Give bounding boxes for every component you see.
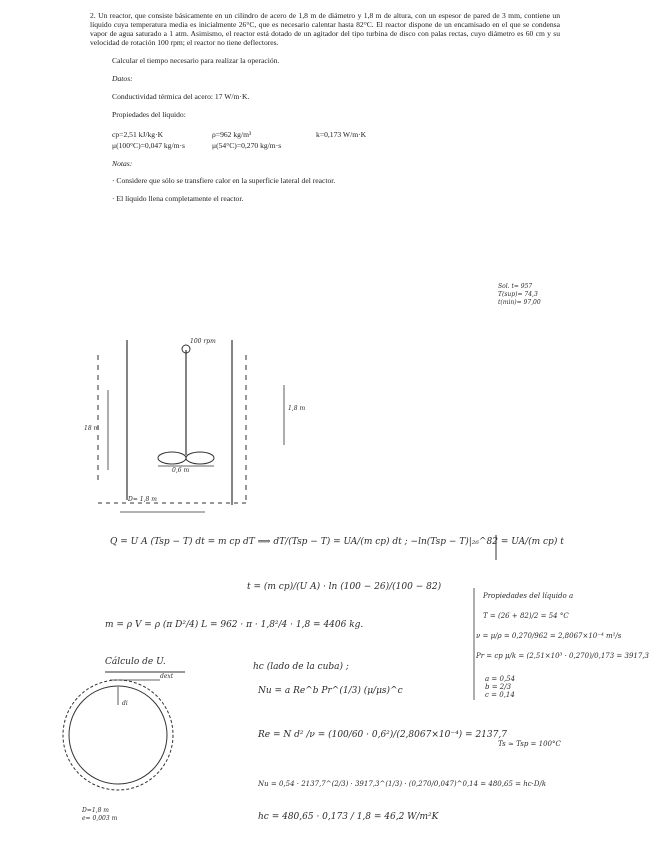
liquid-properties-label: Propiedades del líquido: [112,109,186,119]
time-equation: t = (m cp)/(U A) · ln (100 − 26)/(100 − 82) [247,582,442,592]
prop-k: k=0,173 W/m·K [316,129,367,139]
problem-statement-block [90,12,560,204]
constant-c: c = 0,14 [485,691,515,699]
surface-temperature-note: Ts ≈ Tsp = 100°C [498,740,561,748]
constant-a: a = 0,54 [485,675,516,683]
constants-block [485,675,515,699]
prop-mu54: μ(54°C)=0,270 kg/m·s [212,140,282,150]
datos-label: Datos: [112,73,133,83]
calc-u-label: Cálculo de U. [105,657,166,667]
ring-dimensions [82,807,117,823]
prop-empty [316,142,426,151]
impeller-diameter-label: 0,6 m [172,467,190,474]
ring-dext-label: dext [160,673,174,680]
task-text: Calcular el tiempo necesario para realizar la operación. [112,55,280,65]
ring-thickness-label: e= 0,003 m [82,815,118,823]
height-label-right: 1,8 m [288,405,306,412]
prandtl-equation: Pr = cp μ/k = (2,51×10³ · 0,270)/0,173 = 3917,3 [476,652,649,660]
balance-equation: Q = U A (Tsp − T) dt = m cp dT ⟹ dT/(Tsp − T) = UA/(m cp) dt ; −ln(Tsp − T)|₂₆^82 = UA/(m cp) t [110,537,564,547]
reynolds-equation: Re = N d² /ν = (100/60 · 0,6²)/(2,8067×10⁻⁴) = 2137,7 [258,730,507,740]
nusselt-correlation: Nu = a Re^b Pr^(1/3) (μ/μs)^c [258,686,403,696]
constant-b: b = 2/3 [485,683,512,691]
note-2: · El líquido llena completamente el reactor. [112,194,244,204]
margin-note-line-3: t(min)= 97,00 [498,299,541,307]
liquid-properties-grid [112,131,560,151]
height-label-left: 18 m [84,425,100,432]
rpm-label: 100 rpm [190,338,216,345]
prop-mu100: μ(100°C)=0,047 kg/m·s [112,140,185,150]
ring-diameter-label: D=1,8 m [82,807,109,814]
mass-equation: m = ρ V = ρ (π D²/4) L = 962 · π · 1,8²/4 · 1,8 = 4406 kg. [105,620,364,630]
prop-cp: cp=2,51 kJ/kg·K [112,129,164,139]
hc-label: hc (lado de la cuba) ; [253,662,349,672]
properties-title: Propiedades del líquido a [483,592,574,600]
solution-margin-note [498,283,541,307]
notas-label: Notas: [112,158,133,168]
kinematic-viscosity-equation: ν = μ/ρ = 0,270/962 = 2,8067×10⁻⁴ m²/s [476,632,622,640]
ring-di-label: di [122,700,128,707]
nusselt-calculation: Nu = 0,54 · 2137,7^(2/3) · 3917,3^(1/3) · (0,270/0,047)^0,14 = 480,65 = hc·D/k [258,780,547,788]
note-1: · Considere que sólo se transfiere calor en la superficie lateral del reactor. [112,176,336,186]
margin-note-line-1: Sol. t= 957 [498,283,533,290]
problem-text: 2. Un reactor, que consiste básicamente en un cilindro de acero de 1,8 m de diámetro y 1,8 m de altura, con un espesor de pared de 3 mm, contiene un líquido cuya temperatura media es inicialmente 26°C, que es necesario calentar hasta 82°C. El reactor dispone de un encamisado en el que se condensa vapor de agua saturado a 1 atm. Asimismo, el reactor está dotado de un agitador del tipo turbina de disco con palas rectas, cuyo diámetro es 60 cm y su velocidad de rotación 100 rpm; el reactor no tiene deflectores. [90,11,560,47]
mean-temperature-equation: T = (26 + 82)/2 = 54 °C [483,612,569,620]
prop-rho: ρ=962 kg/m³ [212,129,252,139]
margin-note-line-2: T(sup)= 74,3 [498,291,538,299]
steel-conductivity: Conductividad térmica del acero: 17 W/m·K. [112,91,250,101]
base-diameter-label: D= 1,8 m [128,496,157,503]
hc-calculation: hc = 480,65 · 0,173 / 1,8 = 46,2 W/m²K [258,812,439,822]
